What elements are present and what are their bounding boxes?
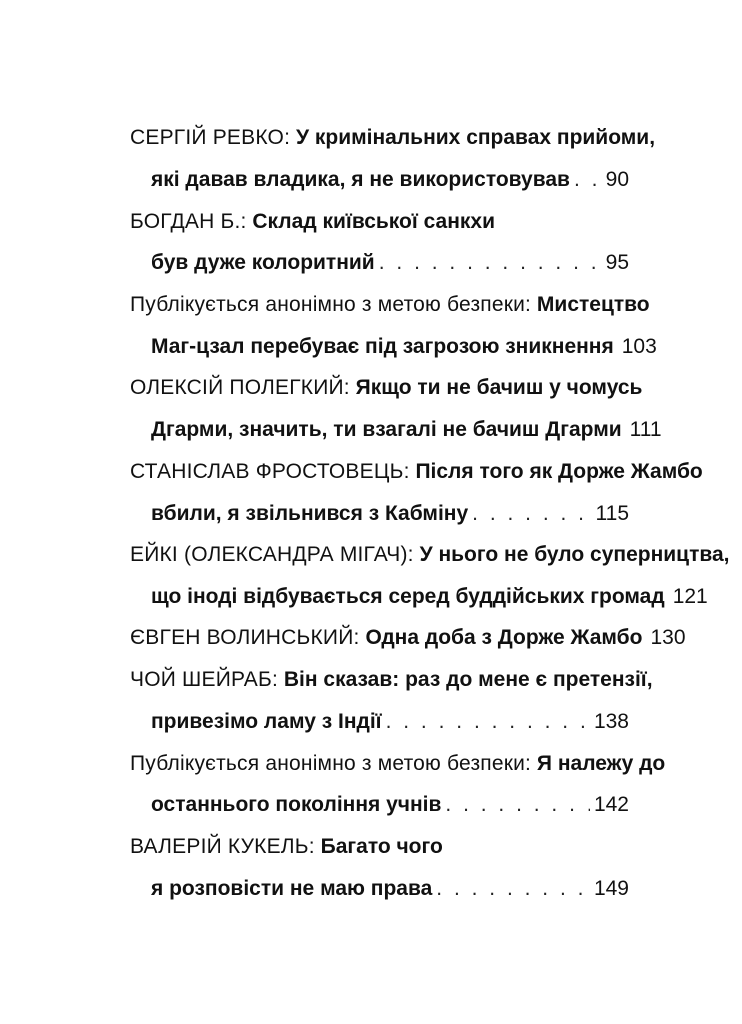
toc-title: Багато чого bbox=[320, 835, 443, 858]
toc-entry-1-line2 bbox=[151, 166, 629, 194]
toc-page-number: 149 bbox=[593, 877, 629, 900]
toc-author: БОГДАН Б.: bbox=[130, 210, 247, 233]
toc-author: ЄВГЕН ВОЛИНСЬКИЙ: bbox=[130, 626, 360, 649]
toc-entry-3-line2 bbox=[151, 333, 657, 361]
toc-entry-6-line2 bbox=[151, 583, 708, 611]
dot-leader bbox=[472, 500, 591, 528]
toc-author: СЕРГІЙ РЕВКО: bbox=[130, 126, 291, 149]
toc-author: СТАНІСЛАВ ФРОСТОВЕЦЬ: bbox=[130, 460, 410, 483]
toc-title: Дгарми, значить, ти взагалі не бачиш Дгарми bbox=[151, 418, 622, 441]
toc-entry-8-line1 bbox=[130, 666, 653, 694]
toc-title: Мистецтво bbox=[536, 293, 650, 316]
toc-author: ОЛЕКСІЙ ПОЛЕГКИЙ: bbox=[130, 376, 350, 399]
toc-entry-9-line1 bbox=[130, 750, 666, 778]
toc-title: був дуже колоритний bbox=[151, 251, 375, 274]
toc-title: У нього не було суперництва, bbox=[419, 543, 730, 566]
toc-entry-4-line2 bbox=[151, 416, 662, 444]
toc-title: останнього покоління учнів bbox=[151, 793, 442, 816]
toc-title: вбили, я звільнився з Кабміну bbox=[151, 502, 469, 525]
toc-entry-10-line2 bbox=[151, 875, 629, 903]
toc-page-number: 103 bbox=[621, 335, 657, 358]
toc-page-number: 142 bbox=[593, 793, 629, 816]
toc-entry-8-line2 bbox=[151, 708, 629, 736]
toc-page-number: 111 bbox=[629, 418, 662, 441]
dot-leader bbox=[445, 791, 590, 819]
toc-author: ВАЛЕРІЙ КУКЕЛЬ: bbox=[130, 835, 315, 858]
toc-entry-5-line1 bbox=[130, 458, 703, 486]
toc-author: Публікується анонімно з метою безпеки: bbox=[130, 293, 532, 316]
toc-title: Я належу до bbox=[536, 752, 666, 775]
toc-author: ЕЙКІ (ОЛЕКСАНДРА МІГАЧ): bbox=[130, 543, 414, 566]
toc-page-number: 130 bbox=[650, 626, 686, 649]
toc-title: Склад київської санкхи bbox=[252, 210, 495, 233]
toc-author: Публікується анонімно з метою безпеки: bbox=[130, 752, 532, 775]
toc-title: Якщо ти не бачиш у чомусь bbox=[355, 376, 643, 399]
toc-title: я розповісти не маю права bbox=[151, 877, 433, 900]
toc-page-number: 90 bbox=[605, 168, 629, 191]
toc-title: У кримінальних справах прийоми, bbox=[295, 126, 656, 149]
toc-title: Маг-цзал перебуває під загрозою зникнення bbox=[151, 335, 614, 358]
toc-title: які давав владика, я не використовував bbox=[151, 168, 570, 191]
dot-leader bbox=[386, 708, 590, 736]
toc-entry-2-line2 bbox=[151, 249, 629, 277]
toc-entry-2-line1 bbox=[130, 208, 630, 236]
toc-title: Одна доба з Дорже Жамбо bbox=[365, 626, 643, 649]
toc-title: що іноді відбувається серед буддійських громад bbox=[151, 585, 665, 608]
toc-entry-3-line1 bbox=[130, 291, 650, 319]
toc-title: Він сказав: раз до мене є претензії, bbox=[283, 668, 653, 691]
toc-entry-1-line1 bbox=[130, 124, 656, 152]
toc-page-number: 115 bbox=[595, 502, 629, 525]
toc-entry-10-line1 bbox=[130, 833, 630, 861]
toc-author: ЧОЙ ШЕЙРАБ: bbox=[130, 668, 279, 691]
toc-title: привезімо ламу з Індії bbox=[151, 710, 382, 733]
toc-entry-4-line1 bbox=[130, 374, 643, 402]
toc-page-number: 95 bbox=[605, 251, 629, 274]
toc-page-number: 121 bbox=[672, 585, 708, 608]
toc-page-number: 138 bbox=[593, 710, 629, 733]
toc-entry-9-line2 bbox=[151, 791, 629, 819]
toc-title: Після того як Дорже Жамбо bbox=[415, 460, 703, 483]
toc-entry-7 bbox=[130, 624, 686, 652]
toc-entry-5-line2 bbox=[151, 500, 629, 528]
toc-entry-6-line1 bbox=[130, 541, 730, 569]
dot-leader bbox=[436, 875, 590, 903]
dot-leader bbox=[379, 249, 602, 277]
dot-leader bbox=[574, 166, 602, 194]
